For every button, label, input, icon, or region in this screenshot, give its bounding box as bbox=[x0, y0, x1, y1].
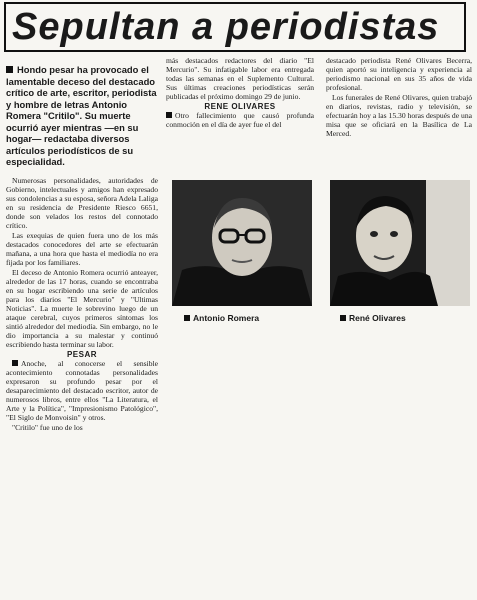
square-bullet-icon bbox=[166, 112, 172, 118]
paragraph: Las exequias de quien fuera uno de los más destacados conocedores del arte se efectuarán mañana, a una hora que hasta el mediodía no era fijada por los familiares. bbox=[6, 230, 158, 267]
headline: Sepultan a periodistas bbox=[4, 2, 466, 52]
lead-paragraph bbox=[6, 64, 158, 168]
lead-text: Hondo pesar ha provocado el lamentable deceso del destacado crítico de arte, escritor, periodista y hombre de letras Antonio Romera "Critilo". Su muerte ocurrió ayer mientras —en su hogar— redactaba diversos artículos periodísticos de su especialidad. bbox=[6, 64, 157, 167]
subhead-rene-olivares: RENE OLIVARES bbox=[204, 102, 276, 111]
article-column-2 bbox=[166, 56, 314, 596]
caption-olivares: René Olivares bbox=[340, 313, 406, 323]
paragraph: Numerosas personalidades, autoridades de Gobierno, intelectuales y amigos han expresado sus condolencias a su esposa, señora Adela Laliga en su residencia de Presidente Riesco 6651, donde son velados los restos del connotado crítico. bbox=[6, 175, 158, 230]
square-bullet-icon bbox=[340, 315, 346, 321]
paragraph: "Critilo" fue uno de los bbox=[12, 422, 83, 432]
paragraph: más destacados redactores del diario "El Mercurio". Su infatigable labor era entregada todas las semanas en el Suplemento Cultural. Sus últimas creaciones periodísticas serán publicadas el próximo domingo 29 de junio. bbox=[166, 56, 314, 101]
article-column-3 bbox=[326, 56, 472, 178]
square-bullet-icon bbox=[12, 360, 18, 366]
subhead-pesar: PESAR bbox=[66, 349, 98, 359]
caption-romera: Antonio Romera bbox=[184, 313, 259, 323]
paragraph: destacado periodista René Olivares Becerra, quien aportó su inteligencia y experiencia al periodismo nacional en sus 35 años de vida profesional. bbox=[326, 56, 472, 92]
photo-rene-olivares bbox=[330, 180, 470, 306]
bullet-icon bbox=[6, 66, 13, 73]
paragraph: Otro fallecimiento que causó profunda conmoción en el día de ayer fue el del bbox=[166, 111, 314, 129]
square-bullet-icon bbox=[184, 315, 190, 321]
paragraph: Anoche, al conocerse el sensible acontecimiento connotadas personalidades expresaron su profundo pesar por el desaparecimiento del destacado escritor, autor de numerosos libros, entre ellos "La Literatura, el Arte y la Política", "Impresionismo Patológico", "El Siglo de Monvoisin" y otros. bbox=[6, 358, 158, 422]
paragraph: Los funerales de René Olivares, quien trabajó en diarios, revistas, radio y televisión, se efectuarán hoy a las 15.30 horas después de una misa que se oficiará en la Basílica de La Merced. bbox=[326, 93, 472, 138]
paragraph: El deceso de Antonio Romera ocurrió anteayer, alrededor de las 17 horas, cuando se encontraba en su hogar escribiendo una serie de artículos para los diarios "El Mercurio" y "Ultimas Noticias". La muerte le sobrevino luego de un ataque cerebral, cuyos primeros síntomas los sintió alrededor del mediodía. Sin embargo, no le dio importancia a su malestar y continuó escribiendo hasta terminar su labor. bbox=[6, 267, 158, 349]
photo-antonio-romera bbox=[172, 180, 312, 306]
article-column-1 bbox=[6, 64, 158, 596]
